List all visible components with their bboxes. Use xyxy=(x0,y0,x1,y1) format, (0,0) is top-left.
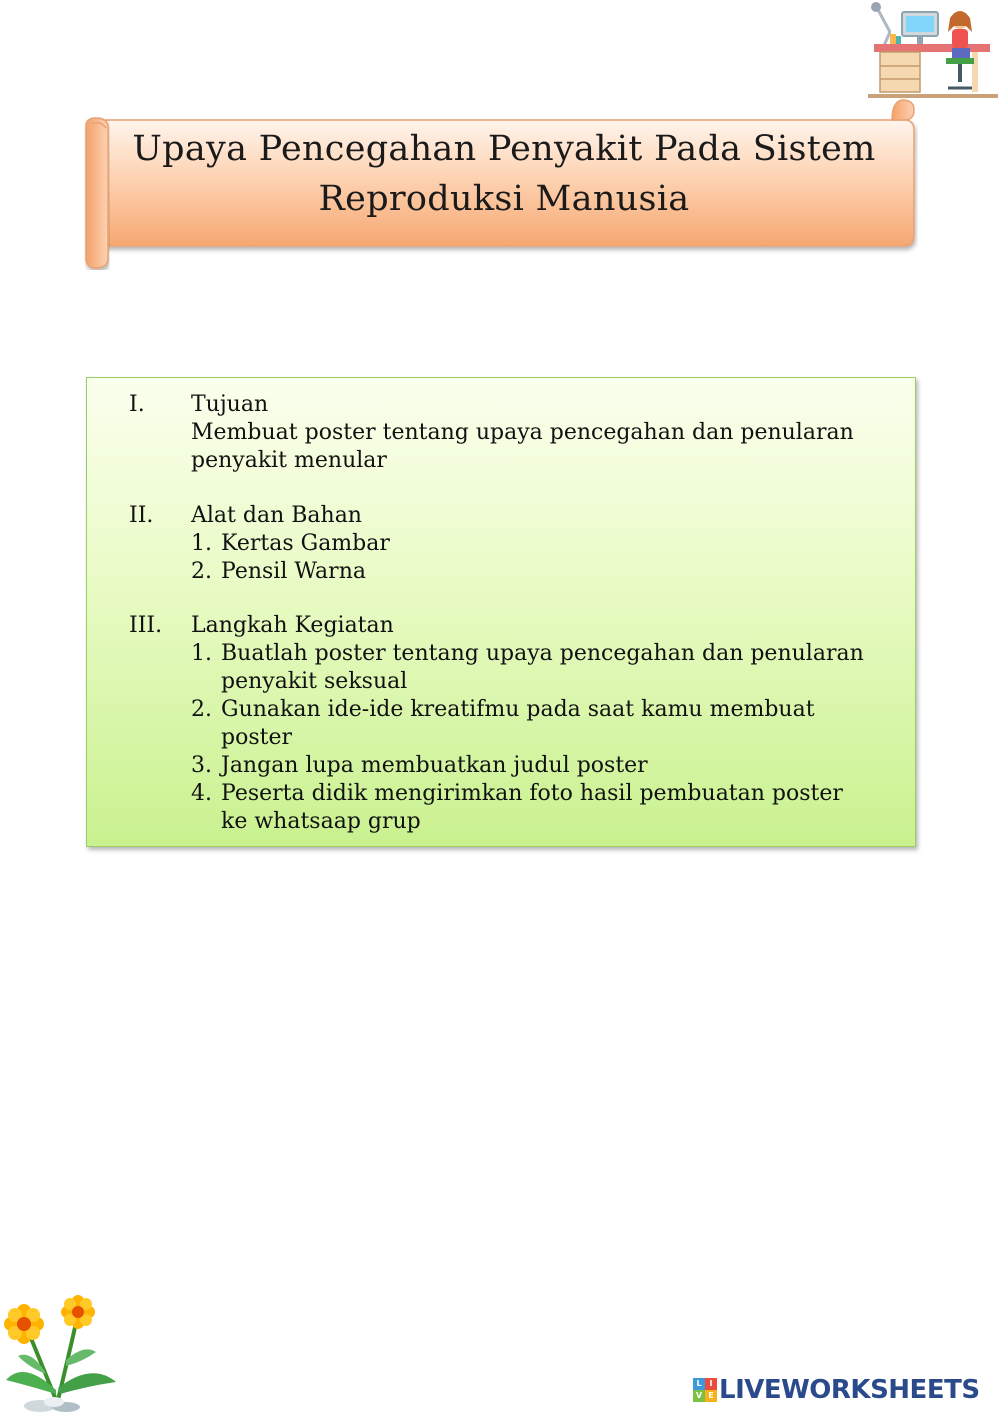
title-banner xyxy=(84,96,918,270)
list-item-text: Jangan lupa membuatkan judul poster xyxy=(221,753,648,778)
brand-name: LIVEWORKSHEETS xyxy=(719,1375,980,1405)
list-item-number: 1. xyxy=(191,531,212,556)
list-item-number: 2. xyxy=(191,559,212,584)
list-item-text: poster xyxy=(221,725,292,750)
section-text-line: Membuat poster tentang upaya pencegahan dan penularan xyxy=(191,420,854,445)
list-item-text: Pensil Warna xyxy=(221,559,366,584)
section-text-line: penyakit menular xyxy=(191,448,387,473)
list-item xyxy=(191,780,911,836)
badge-letter: L xyxy=(693,1378,705,1390)
list-item xyxy=(191,696,911,752)
live-badge-icon xyxy=(693,1378,717,1402)
section-numeral: II. xyxy=(129,503,154,528)
liveworksheets-logo xyxy=(693,1376,980,1404)
list-item-text: ke whatsaap grup xyxy=(221,809,421,834)
list-item-number: 2. xyxy=(191,697,212,722)
list-item-text: Peserta didik mengirimkan foto hasil pembuatan poster xyxy=(221,781,843,806)
badge-letter: I xyxy=(705,1378,717,1390)
list-item-number: 3. xyxy=(191,753,212,778)
list-item-text: Kertas Gambar xyxy=(221,531,390,556)
activity-instructions-box xyxy=(86,377,916,847)
girl-at-desk-illustration xyxy=(868,2,998,100)
section-heading: Langkah Kegiatan xyxy=(191,613,394,638)
list-item-text: Buatlah poster tentang upaya pencegahan dan penularan xyxy=(221,641,864,666)
section-heading: Tujuan xyxy=(191,392,269,417)
list-item xyxy=(191,640,911,696)
list-item-text: penyakit seksual xyxy=(221,669,408,694)
section-numeral: III. xyxy=(129,613,163,638)
list-item xyxy=(191,752,911,780)
section-heading: Alat dan Bahan xyxy=(191,503,362,528)
page-title xyxy=(104,124,904,224)
list-item xyxy=(191,530,891,558)
list-item xyxy=(191,558,891,586)
title-line-2: Reproduksi Manusia xyxy=(318,179,690,219)
list-item-text: Gunakan ide-ide kreatifmu pada saat kamu membuat xyxy=(221,697,815,722)
badge-letter: E xyxy=(705,1390,717,1402)
sunflower-illustration xyxy=(0,1290,122,1414)
badge-letter: V xyxy=(693,1390,705,1402)
list-item-number: 4. xyxy=(191,781,212,806)
list-item-number: 1. xyxy=(191,641,212,666)
section-numeral: I. xyxy=(129,392,145,417)
title-line-1: Upaya Pencegahan Penyakit Pada Sistem xyxy=(132,129,876,169)
